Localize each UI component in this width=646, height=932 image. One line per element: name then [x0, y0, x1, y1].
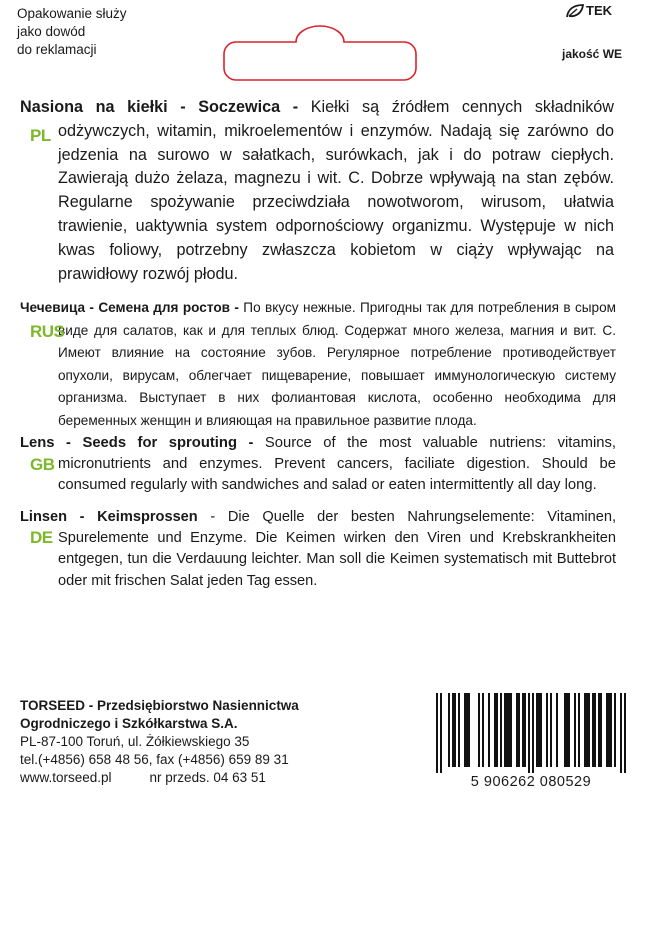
barcode-bar — [536, 693, 538, 767]
eco-label: TEK — [586, 3, 612, 18]
barcode-bar — [440, 693, 442, 773]
barcode-bar — [500, 693, 502, 767]
barcode-bar — [578, 693, 580, 767]
lang-code-de: DE — [30, 528, 53, 547]
eco-badge — [566, 3, 612, 18]
barcode-bar — [564, 693, 566, 767]
barcode-bar — [522, 693, 524, 767]
section-rus-heading: Чечевица - Семена для ростов - — [20, 300, 239, 315]
section-pl-body: Kiełki są źródłem cennych składników odżywczych, witamin, mikroelementów i enzymów. Nadają się zarówno do jedzenia na surowo w sałatkach, surówkach, jak i do potraw ciepłych. Zawierają dużo żelaza, magnezu i wit. C. Dobrze wpływają na stan zębów. Regularne spożywanie przeciwdziała nowotworom, wirusom, ułatwia trawienie, uaktywnia system odpornościowy organizmu. Występuje w nich kwas foliowy, potrzebny zwłaszcza kobietom w ciąży wpływając na prawidłowy rozwój płodu. — [58, 98, 615, 283]
barcode-bar — [506, 693, 508, 767]
barcode-bar — [464, 693, 466, 767]
barcode-bar — [574, 693, 576, 767]
barcode-bar — [540, 693, 542, 767]
company-order-number: nr przeds. 04 63 51 — [149, 770, 266, 785]
company-phone: tel.(+4856) 658 48 56, fax (+4856) 659 89 31 — [20, 752, 289, 767]
barcode-bar — [448, 693, 450, 767]
barcode-bar — [594, 693, 596, 767]
company-address: PL-87-100 Toruń, ul. Żółkiewskiego 35 — [20, 734, 250, 749]
barcode-bar — [592, 693, 594, 767]
barcode-bar — [524, 693, 526, 767]
barcode — [436, 693, 626, 773]
barcode-bar — [452, 693, 454, 767]
barcode-bar — [504, 693, 506, 767]
barcode-bar — [488, 693, 490, 767]
section-pl — [20, 96, 614, 286]
barcode-bar — [608, 693, 610, 767]
barcode-bar — [598, 693, 600, 767]
leaf-icon — [566, 4, 584, 18]
barcode-bar — [568, 693, 570, 767]
section-gb — [20, 433, 616, 497]
barcode-bar — [606, 693, 608, 767]
lang-code-gb: GB — [30, 455, 55, 474]
barcode-bar — [566, 693, 568, 767]
complaint-note — [17, 5, 127, 59]
section-gb-heading: Lens - Seeds for sprouting - — [20, 435, 254, 451]
section-pl-text — [20, 96, 614, 286]
quality-label: jakość WE — [562, 47, 623, 61]
section-de — [20, 507, 616, 592]
section-de-body: - Die Quelle der besten Nahrungselemente: Vitaminen, Spurelemente und Enzyme. Die Keimen wirken den Viren und Krebskrankheiten entgegen, tun die Verdauung leichter. Man soll die Keimen systematisch mit Buttebrot oder mit frischen Salat jeden Tag essen. — [58, 509, 616, 589]
company-name: TORSEED - Przedsiębiorstwo Nasiennictwa — [20, 698, 299, 713]
section-pl-heading: Nasiona na kiełki - Soczewica - — [20, 98, 299, 116]
company-name-line2: Ogrodniczego i Szkółkarstwa S.A. — [20, 716, 238, 731]
barcode-bar — [588, 693, 590, 767]
barcode-bar — [532, 693, 534, 773]
barcode-bar — [510, 693, 512, 767]
barcode-number: 5 906262 080529 — [470, 774, 592, 790]
barcode-bar — [584, 693, 586, 767]
barcode-bar — [516, 693, 518, 767]
barcode-bar — [466, 693, 468, 767]
barcode-bar — [508, 693, 510, 767]
barcode-bar — [624, 693, 626, 773]
barcode-bar — [478, 693, 480, 767]
barcode-bar — [614, 693, 616, 767]
section-rus-body: По вкусу нежные. Пригодны так для потребления в сыром виде для салатов, как и для теплых блюд. Содержат много железа, магния и вит. С. Имеют влияние на состояние зубов. Регулярное потребление противодействует опухоли, вирусам, облегчает пищеварение, повышает иммунологическую систему организма. Выступает в них фолиантовая кислота, особенно необходима для беременных женщин и влияющая на правильное развитие плода. — [58, 300, 616, 428]
company-info — [20, 697, 299, 787]
barcode-bar — [482, 693, 484, 767]
barcode-bar — [546, 693, 548, 767]
barcode-bar — [620, 693, 622, 773]
lang-code-pl: PL — [30, 126, 51, 145]
lang-code-rus: RUS — [30, 322, 65, 341]
barcode-bar — [454, 693, 456, 767]
barcode-bar — [556, 693, 558, 767]
barcode-bar — [610, 693, 612, 767]
section-de-text — [20, 507, 616, 592]
barcode-bar — [550, 693, 552, 767]
barcode-bar — [600, 693, 602, 767]
section-de-heading: Linsen - Keimsprossen — [20, 509, 198, 525]
barcode-bar — [538, 693, 540, 767]
barcode-bar — [586, 693, 588, 767]
hang-hole — [222, 22, 418, 82]
barcode-bar — [518, 693, 520, 767]
note-line: jako dowód — [17, 24, 86, 39]
section-gb-body: Source of the most valuable nutriens: vitamins, micronutrients and enzymes. Prevent cancers, faciliate digestion. Should be consumed regularly with sandwiches and salad or eaten intermittently all day long. — [58, 435, 616, 494]
barcode-bar — [458, 693, 460, 767]
section-rus-text — [20, 297, 616, 432]
note-line: Opakowanie służy — [17, 6, 127, 21]
note-line: do reklamacji — [17, 42, 97, 57]
barcode-bar — [494, 693, 496, 767]
section-gb-text — [20, 433, 616, 497]
barcode-bar — [468, 693, 470, 767]
section-rus — [20, 297, 616, 432]
barcode-bar — [436, 693, 438, 773]
barcode-bar — [496, 693, 498, 767]
barcode-bar — [528, 693, 530, 773]
company-website[interactable]: www.torseed.pl — [20, 770, 112, 785]
